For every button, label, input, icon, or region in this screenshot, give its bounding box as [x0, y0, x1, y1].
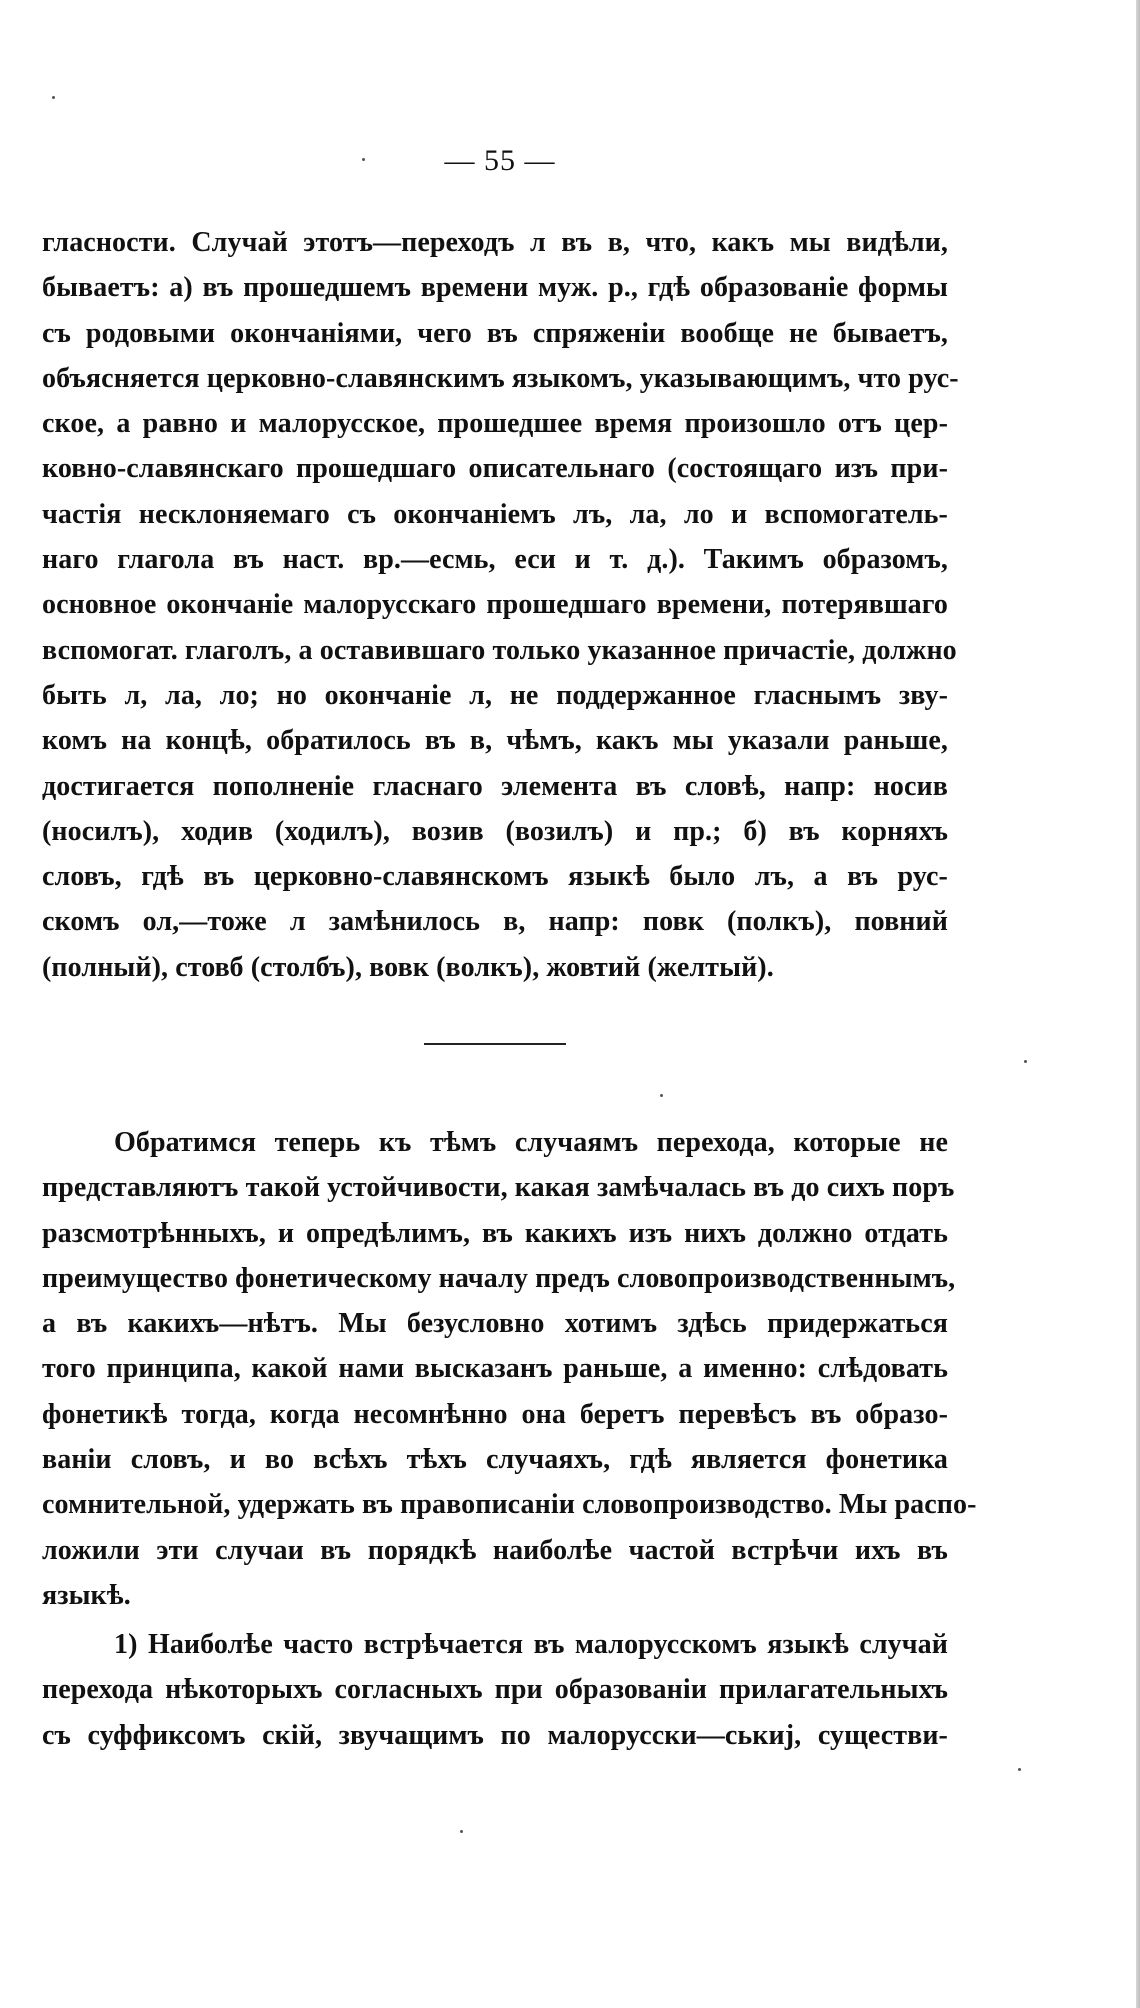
text-line: вспомогат. глаголъ, а оставившаго только указанное причастіе, должно [42, 634, 957, 666]
paragraph-3 [42, 1622, 948, 1758]
text-line: ложили эти случаи въ порядкѣ наиболѣе частой встрѣчи ихъ въ [42, 1534, 948, 1566]
paper-speck [362, 158, 365, 161]
text-line: скомъ ол,—тоже л замѣнилось в, напр: повк (полкъ), повний [42, 906, 948, 938]
text-line: сомнительной, удержать въ правописаніи словопроизводство. Мы распо- [42, 1489, 977, 1521]
section-divider [424, 1043, 566, 1045]
paragraph-1 [42, 220, 959, 990]
text-line: достигается пополненіе гласнаго элемента въ словѣ, напр: носив [42, 770, 948, 802]
text-line: съ родовыми окончаніями, чего въ спряженіи вообще не бываетъ, [42, 317, 948, 349]
paper-speck [1018, 1768, 1021, 1771]
paper-speck [52, 96, 55, 99]
text-line: бываетъ: а) въ прошедшемъ времени муж. р., гдѣ образованіе формы [42, 272, 948, 304]
text-line: ваніи словъ, и во всѣхъ тѣхъ случаяхъ, гдѣ является фонетика [42, 1444, 948, 1476]
text-line: ское, а равно и малорусское, прошедшее время произошло отъ цер- [42, 408, 948, 440]
text-line: (полный), стовб (столбъ), вовк (волкъ), жовтий (желтый). [42, 951, 774, 983]
paper-speck [660, 1094, 663, 1097]
text-line: разсмотрѣнныхъ, и опредѣлимъ, въ какихъ изъ нихъ должно отдать [42, 1217, 948, 1249]
page-number: — 55 — [444, 144, 556, 177]
text-line: представляютъ такой устойчивости, какая замѣчалась въ до сихъ поръ [42, 1172, 955, 1204]
text-line: перехода нѣкоторыхъ согласныхъ при образованіи прилагательныхъ [42, 1674, 948, 1706]
text-line: ковно-славянскаго прошедшаго описательнаго (состоящаго изъ при- [42, 453, 948, 485]
text-line: словъ, гдѣ въ церковно-славянскомъ языкѣ было лъ, а въ рус- [42, 861, 948, 893]
text-line: частія несклоняемаго съ окончаніемъ лъ, ла, ло и вспомогатель- [42, 498, 948, 530]
paragraph-2 [42, 1120, 977, 1618]
text-line: быть л, ла, ло; но окончаніе л, не поддержанное гласнымъ зву- [42, 679, 948, 711]
text-line: Обратимся теперь къ тѣмъ случаямъ перехода, которые не [114, 1127, 948, 1158]
text-line: наго глагола въ наст. вр.—есмь, еси и т. д.). Такимъ образомъ, [42, 544, 948, 576]
text-line: того принципа, какой нами высказанъ раньше, а именно: слѣдовать [42, 1353, 948, 1385]
paper-speck [1024, 1060, 1027, 1063]
text-line: гласности. Случай этотъ—переходъ л въ в, что, какъ мы видѣли, [42, 227, 948, 258]
text-line: (носилъ), ходив (ходилъ), возив (возилъ) и пр.; б) въ корняхъ [42, 815, 948, 847]
text-line: фонетикѣ тогда, когда несомнѣнно она беретъ перевѣсъ въ образо- [42, 1398, 948, 1430]
text-line: комъ на концѣ, обратилось въ в, чѣмъ, какъ мы указали раньше, [42, 725, 948, 757]
paper-speck [460, 1830, 463, 1833]
text-line: преимущество фонетическому началу предъ словопроизводственнымъ, [42, 1262, 956, 1294]
text-line: съ суффиксомъ скій, звучащимъ по малорусски—ськиј, существи- [42, 1719, 948, 1751]
text-line: а въ какихъ—нѣтъ. Мы безусловно хотимъ здѣсь придержаться [42, 1308, 948, 1340]
text-line: основное окончаніе малорусскаго прошедшаго времени, потерявшаго [42, 589, 948, 621]
text-line: 1) Наиболѣе часто встрѣчается въ малорусскомъ языкѣ случай [114, 1629, 948, 1660]
text-line: объясняется церковно-славянскимъ языкомъ, указывающимъ, что рус- [42, 362, 959, 394]
page-edge [1136, 0, 1140, 2008]
text-line: языкѣ. [42, 1579, 131, 1611]
